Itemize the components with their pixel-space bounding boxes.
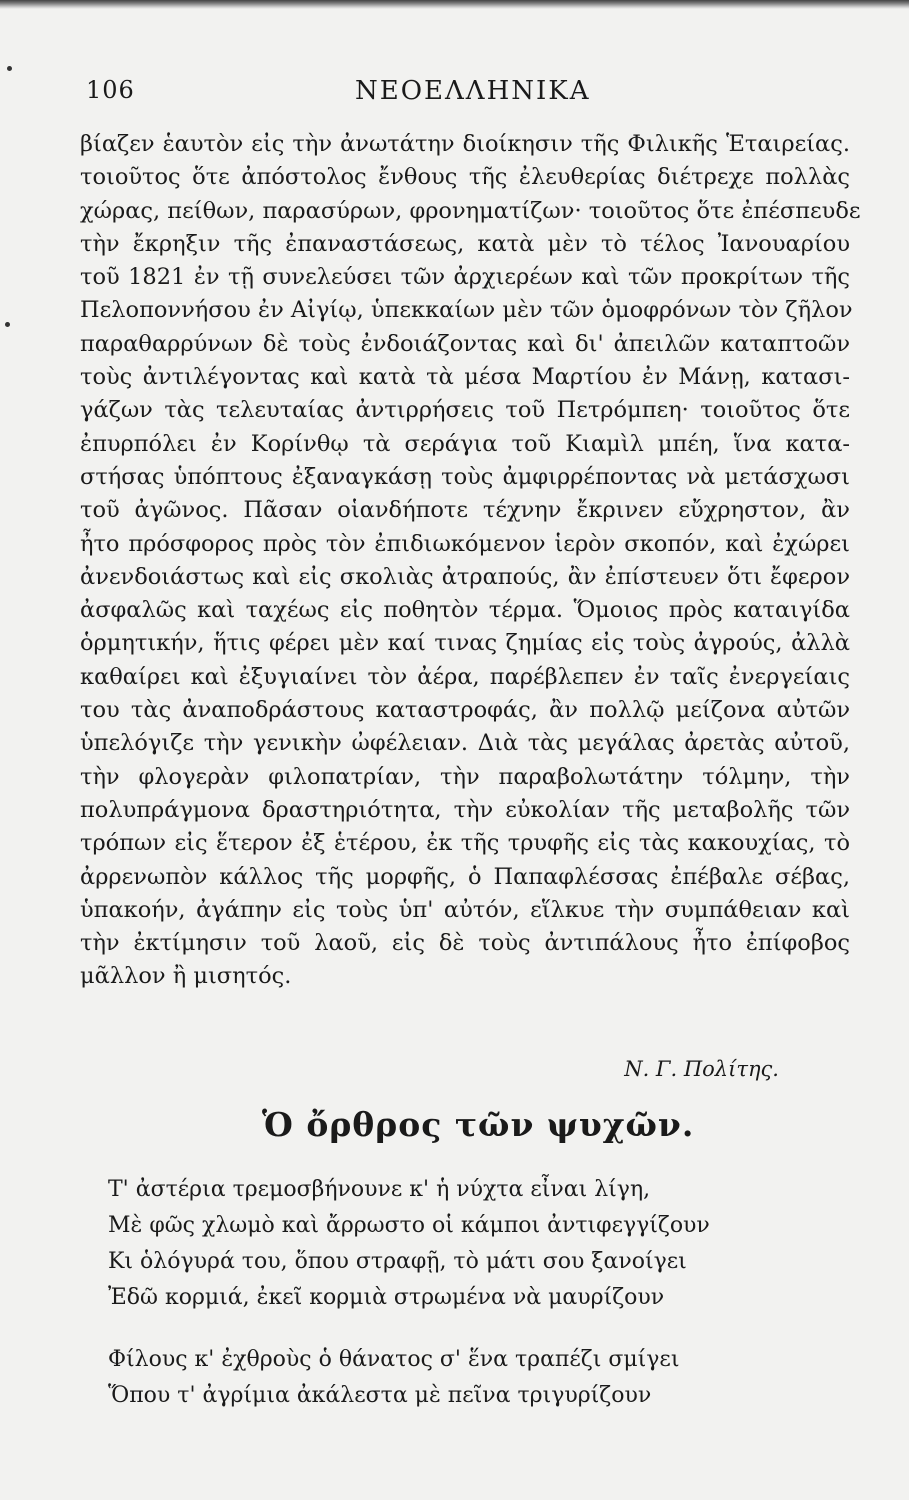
poem-verse: Φίλους κ' ἐχθροὺς ὁ θάνατος σ' ἕνα τραπέζι σμίγει xyxy=(108,1347,680,1372)
body-line: ὑπακοήν, ἀγάπην εἰς τοὺς ὑπ' αὐτόν, εἵλκυε τὴν συμπάθειαν καὶ xyxy=(80,896,850,923)
running-title: ΝΕΟΕΛΛΗΝΙΚΑ xyxy=(355,76,591,106)
body-line: τὴν ἔκρηξιν τῆς ἐπαναστάσεως, κατὰ μὲν τὸ τέλος Ἰανουαρίου xyxy=(80,230,850,257)
body-line: χώρας, πείθων, παρασύρων, φρονηματίζων· τοιοῦτος ὅτε ἐπέσπευδε xyxy=(80,197,861,224)
body-line: τρόπων εἰς ἕτερον ἐξ ἑτέρου, ἐκ τῆς τρυφῆς εἰς τὰς κακουχίας, τὸ xyxy=(80,830,850,857)
body-line: καθαίρει καὶ ἐξυγιαίνει τὸν ἀέρα, παρέβλεπεν ἐν ταῖς ἐνεργείαις xyxy=(80,663,850,690)
body-line: ἀσφαλῶς καὶ ταχέως εἰς ποθητὸν τέρμα. Ὅμοιος πρὸς καταιγίδα xyxy=(80,597,850,624)
body-line: ὁρμητικήν, ἥτις φέρει μὲν καί τινας ζημίας εἰς τοὺς ἀγρούς, ἀλλὰ xyxy=(80,630,850,657)
body-line: τὴν ἐκτίμησιν τοῦ λαοῦ, εἰς δὲ τοὺς ἀντιπάλους ἦτο ἐπίφοβος xyxy=(80,930,850,957)
body-line: γάζων τὰς τελευταίας ἀντιρρήσεις τοῦ Πετρόμπεη· τοιοῦτος ὅτε xyxy=(80,397,850,424)
body-line: τὴν φλογερὰν φιλοπατρίαν, τὴν παραβολωτάτην τόλμην, τὴν xyxy=(80,763,850,790)
body-line: ὑπελόγιζε τὴν γενικὴν ὠφέλειαν. Διὰ τὰς μεγάλας ἀρετὰς αὐτοῦ, xyxy=(80,730,850,757)
body-line: τοῦ ἀγῶνος. Πᾶσαν οἱανδήποτε τέχνην ἔκρινεν εὔχρηστον, ἂν xyxy=(80,497,850,524)
body-line: Πελοποννήσου ἐν Αἰγίῳ, ὑπεκκαίων μὲν τῶν ὁμοφρόνων τὸν ζῆλον xyxy=(80,297,853,324)
body-line: τοὺς ἀντιλέγοντας καὶ κατὰ τὰ μέσα Μαρτίου ἐν Μάνῃ, κατασι- xyxy=(80,364,850,391)
poem-title: Ὁ ὄρθρος τῶν ψυχῶν. xyxy=(262,1105,695,1144)
body-line: ἀρρενωπὸν κάλλος τῆς μορφῆς, ὁ Παπαφλέσσας ἐπέβαλε σέβας, xyxy=(80,863,850,890)
poem-verse: Τ' ἀστέρια τρεμοσβήνουνε κ' ἡ νύχτα εἶναι λίγη, xyxy=(108,1177,651,1202)
scan-speck xyxy=(5,322,10,327)
body-line: ἦτο πρόσφορος πρὸς τὸν ἐπιδιωκόμενον ἱερὸν σκοπόν, καὶ ἐχώρει xyxy=(80,530,850,557)
body-line: τοιοῦτος ὅτε ἀπόστολος ἔνθους τῆς ἐλευθερίας διέτρεχε πολλὰς xyxy=(80,164,850,191)
scan-speck xyxy=(7,66,12,71)
body-line: ἀνενδοιάστως καὶ εἰς σκολιὰς ἀτραπούς, ἂν ἐπίστευεν ὅτι ἔφερον xyxy=(80,563,850,590)
body-line: στήσας ὑπόπτους ἐξαναγκάσῃ τοὺς ἀμφιρρέποντας νὰ μετάσχωσι xyxy=(80,463,850,490)
page-number: 106 xyxy=(86,76,135,104)
body-line: παραθαρρύνων δὲ τοὺς ἐνδοιάζοντας καὶ δι' ἀπειλῶν καταπτοῶν xyxy=(80,330,850,357)
article-body xyxy=(80,128,861,994)
poem-verse: Κι ὁλόγυρά του, ὅπου στραφῇ, τὸ μάτι σου ξανοίγει xyxy=(108,1249,687,1274)
body-line: βίαζεν ἑαυτὸν εἰς τὴν ἀνωτάτην διοίκησιν τῆς Φιλικῆς Ἑταιρείας. xyxy=(80,131,850,157)
body-line: πολυπράγμονα δραστηριότητα, τὴν εὐκολίαν τῆς μεταβολῆς τῶν xyxy=(80,796,850,823)
poem-body xyxy=(108,1172,848,1414)
scan-top-edge xyxy=(0,0,909,9)
stanza-break xyxy=(108,1316,848,1342)
poem-verse: Μὲ φῶς χλωμὸ καὶ ἄρρωστο οἱ κάμποι ἀντιφεγγίζουν xyxy=(108,1213,710,1238)
poem-verse: Ὅπου τ' ἀγρίμια ἀκάλεστα μὲ πεῖνα τριγυρίζουν xyxy=(108,1383,652,1408)
body-line: ἐπυρπόλει ἐν Κορίνθῳ τὰ σεράγια τοῦ Κιαμὶλ μπέη, ἵνα κατα- xyxy=(80,430,850,457)
author-signature: Ν. Γ. Πολίτης. xyxy=(624,1057,779,1081)
body-line: μᾶλλον ἢ μισητός. xyxy=(80,963,292,990)
body-line: τοῦ 1821 ἐν τῇ συνελεύσει τῶν ἀρχιερέων καὶ τῶν προκρίτων τῆς xyxy=(80,264,850,291)
body-line: του τὰς ἀναποδράστους καταστροφάς, ἂν πολλῷ μείζονα αὐτῶν xyxy=(80,697,850,724)
poem-verse: Ἐδῶ κορμιά, ἐκεῖ κορμιὰ στρωμένα νὰ μαυρίζουν xyxy=(108,1285,665,1310)
